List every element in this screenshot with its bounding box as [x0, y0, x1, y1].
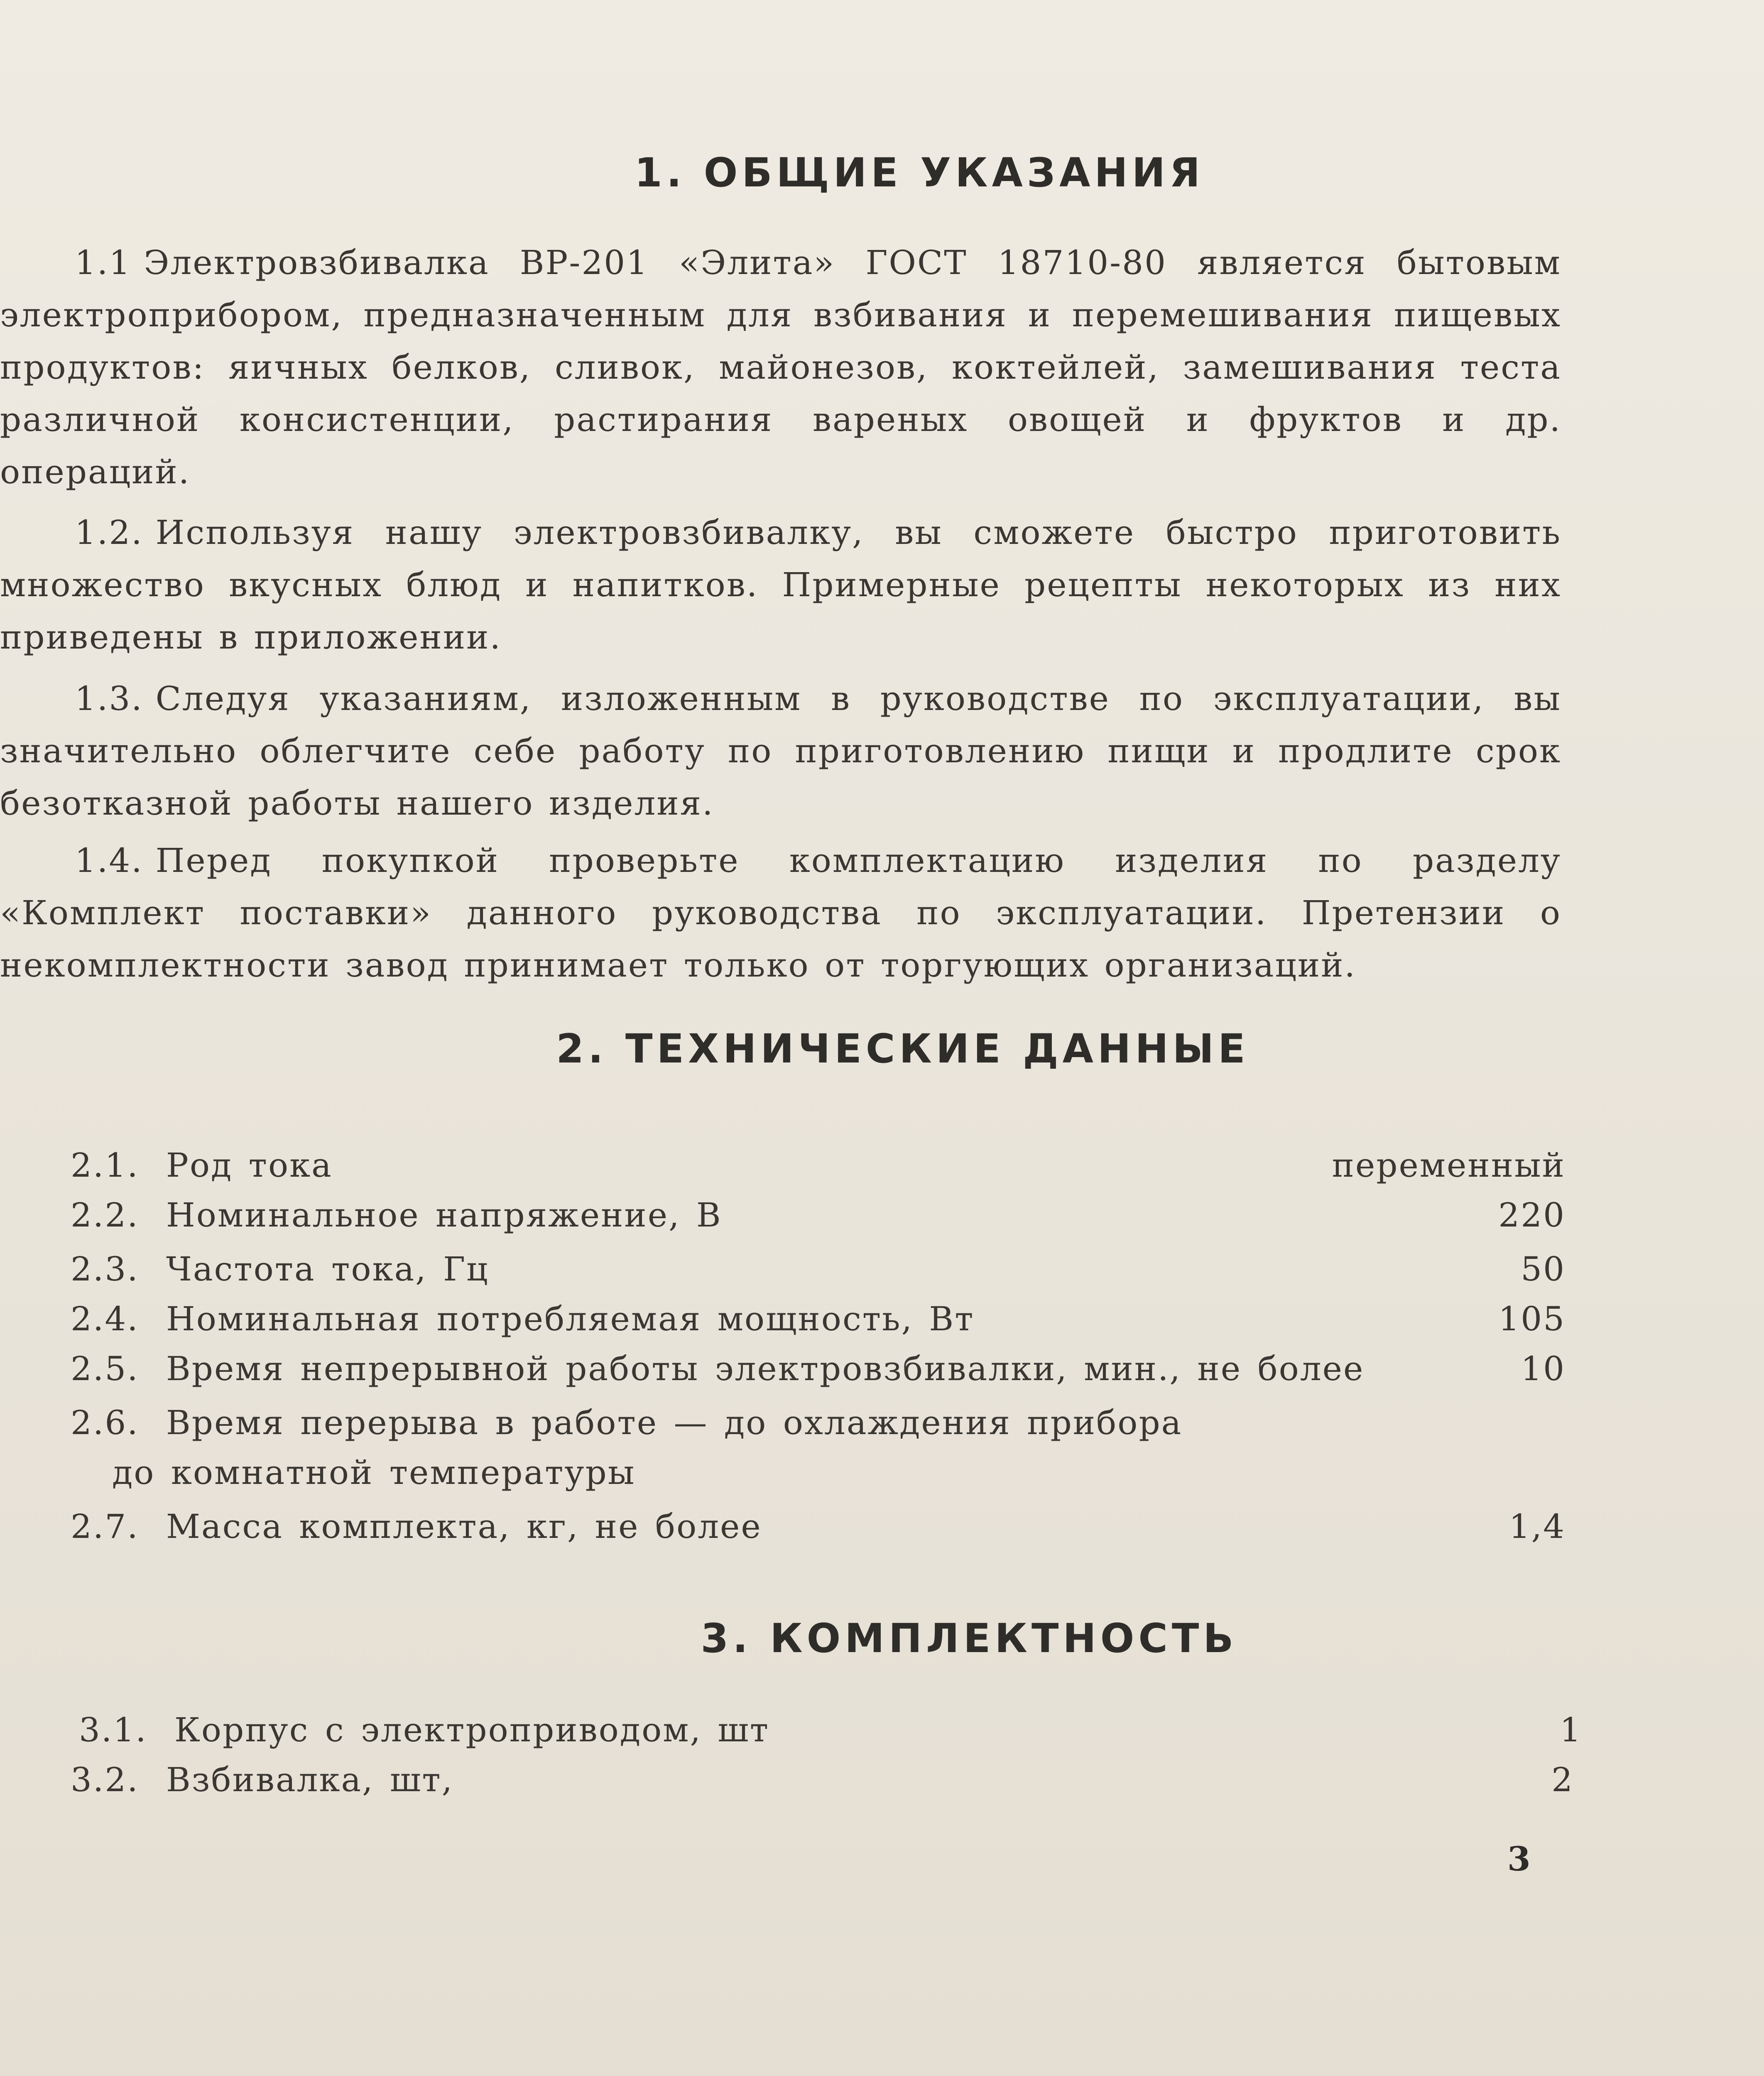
paragraph-number: 1.3.	[75, 679, 143, 718]
paragraph-text: Используя нашу электровзбивалку, вы сможете быстро приготовить множество вкусных блюд и напитков. Примерные рецепты некоторых из них приведены в приложении.	[0, 513, 1561, 656]
spec-value: 1,4	[1509, 1507, 1566, 1546]
kit-number: 3.1.	[79, 1711, 147, 1749]
paragraph-number: 1.2.	[75, 513, 143, 552]
spec-number: 2.7.	[71, 1507, 139, 1546]
spec-label: Время перерыва в работе — до охлаждения прибора	[166, 1403, 1183, 1442]
page-number: 3	[1507, 1839, 1531, 1878]
section-3-heading: 3. КОМПЛЕКТНОСТЬ	[701, 1615, 1238, 1662]
section-1-heading: 1. ОБЩИЕ УКАЗАНИЯ	[635, 149, 1204, 196]
spec-number: 2.3.	[71, 1250, 139, 1288]
spec-row-pause-time	[71, 1403, 1566, 1442]
spec-number: 2.1.	[71, 1146, 139, 1185]
kit-label: Взбивалка, шт,	[166, 1760, 454, 1799]
paragraph-number: 1.4.	[75, 841, 143, 880]
paragraph-text: Следуя указаниям, изложенным в руководстве по эксплуатации, вы значительно облегчите себе работу по приготовлению пищи и продлите срок безотказной работы нашего изделия.	[0, 679, 1561, 823]
spec-number: 2.2.	[71, 1196, 139, 1234]
spec-row-continuous-time	[71, 1349, 1566, 1388]
spec-value: 10	[1521, 1349, 1566, 1388]
paragraph-text: Электровзбивалка ВР-201 «Элита» ГОСТ 18710-80 является бытовым электроприбором, предназначенным для взбивания и перемешивания пищевых продуктов: яичных белков, сливок, майонезов, коктейлей, замешивания теста различной консистенции, растирания вареных овощей и фруктов и др. операций.	[0, 243, 1561, 491]
spec-row-current-type	[71, 1146, 1566, 1185]
spec-row-voltage	[71, 1196, 1566, 1234]
spec-value: 50	[1521, 1250, 1566, 1288]
spec-number: 2.4.	[71, 1300, 139, 1338]
spec-label: Номинальное напряжение, В	[166, 1196, 722, 1234]
spec-label: Масса комплекта, кг, не более	[166, 1507, 762, 1546]
spec-row-mass	[71, 1507, 1566, 1546]
paragraph-1-3	[0, 673, 1561, 830]
spec-label: Частота тока, Гц	[166, 1250, 489, 1288]
spec-label-continued: до комнатной температуры	[112, 1453, 636, 1492]
spec-label: Род тока	[166, 1146, 333, 1185]
spec-value: 105	[1498, 1300, 1566, 1338]
kit-number: 3.2.	[71, 1760, 139, 1799]
paragraph-text: Перед покупкой проверьте комплектацию изделия по разделу «Комплект поставки» данного руководства по эксплуатации. Претензии о некомплектности завод принимает только от торгующих организаций.	[0, 841, 1561, 984]
paragraph-1-1	[0, 237, 1561, 498]
spec-row-pause-time-continued	[112, 1453, 1607, 1492]
spec-row-power	[71, 1300, 1566, 1338]
paragraph-1-4	[0, 835, 1561, 991]
spec-value: переменный	[1332, 1146, 1566, 1185]
paragraph-1-2	[0, 507, 1561, 663]
spec-row-frequency	[71, 1250, 1566, 1288]
kit-quantity: 2	[1551, 1760, 1574, 1799]
spec-number: 2.6.	[71, 1403, 139, 1442]
paragraph-number: 1.1	[75, 243, 132, 282]
spec-value: 220	[1498, 1196, 1566, 1234]
section-2-heading: 2. ТЕХНИЧЕСКИЕ ДАННЫЕ	[556, 1026, 1250, 1072]
kit-label: Корпус с электроприводом, шт	[174, 1711, 769, 1749]
kit-row-housing	[79, 1711, 1582, 1749]
spec-label: Номинальная потребляемая мощность, Вт	[166, 1300, 975, 1338]
spec-label: Время непрерывной работы электровзбивалки, мин., не более	[166, 1349, 1365, 1388]
spec-number: 2.5.	[71, 1349, 139, 1388]
kit-quantity: 1	[1560, 1711, 1582, 1749]
kit-row-whisk	[71, 1760, 1574, 1799]
